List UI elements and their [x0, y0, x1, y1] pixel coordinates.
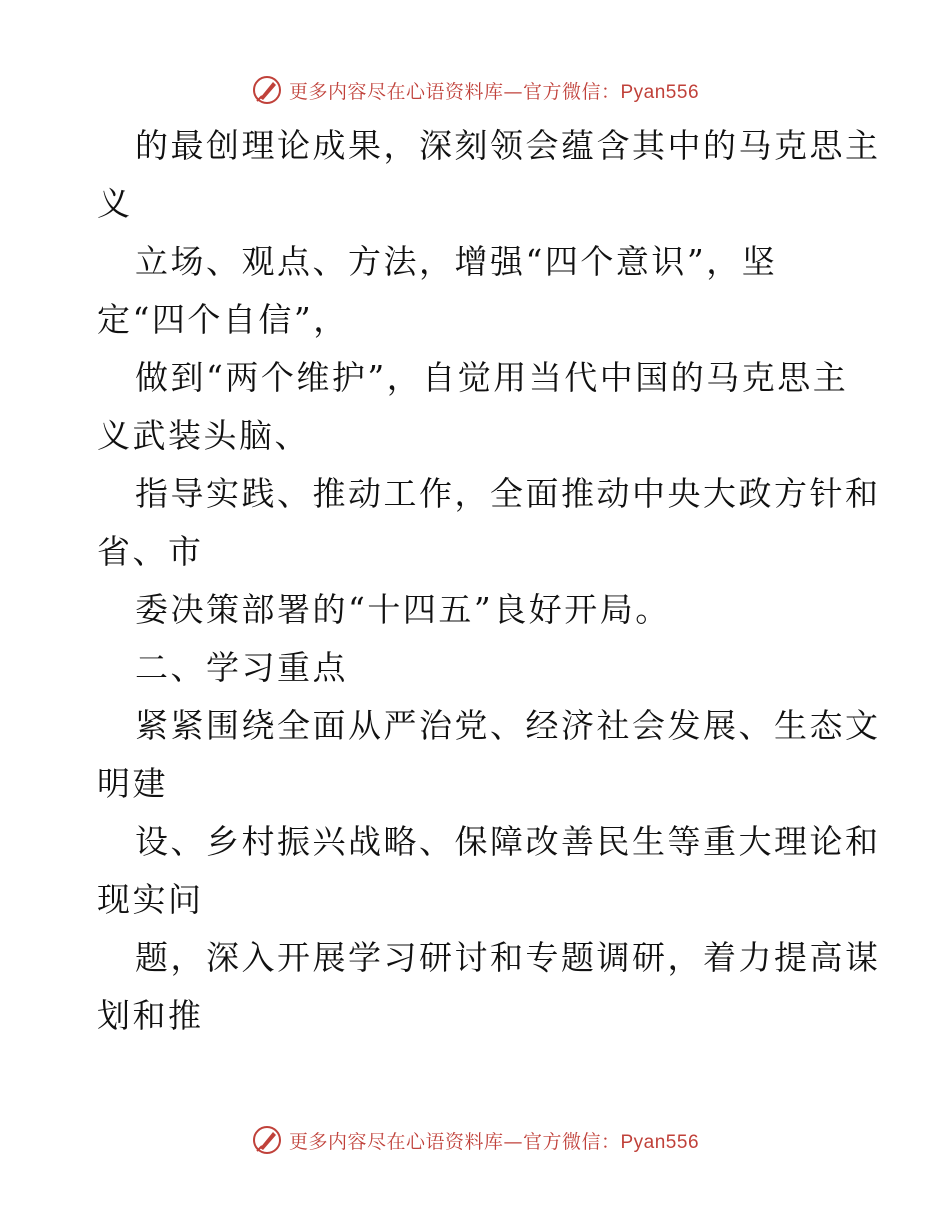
- header-wechat-id: Pyan556: [620, 81, 700, 103]
- header-watermark: [0, 72, 950, 108]
- header-watermark-text: 更多内容尽在心语资料库—官方微信：Pyan556: [288, 80, 700, 103]
- text-line-16: 划和推: [97, 996, 204, 1035]
- text-line-4: 定“四个自信”，: [97, 300, 349, 339]
- quill-logo-icon: [251, 1124, 283, 1156]
- text-line-1: 的最创理论成果，深刻领会蕴含其中的马克思主: [135, 126, 881, 165]
- footer-watermark-text: 更多内容尽在心语资料库—官方微信：Pyan556: [288, 1130, 700, 1153]
- text-line-12: 明建: [97, 764, 168, 803]
- document-body: [97, 117, 881, 1045]
- text-line-3: 立场、观点、方法，增强“四个意识”，坚: [135, 242, 778, 281]
- text-line-5: 做到“两个维护”，自觉用当代中国的马克思主: [135, 358, 849, 397]
- footer-wechat-id: Pyan556: [620, 1131, 700, 1153]
- section-heading: 二、学习重点: [135, 648, 348, 687]
- text-line-2: 义: [97, 184, 133, 223]
- text-line-7: 指导实践、推动工作，全面推动中央大政方针和: [135, 474, 881, 513]
- footer-watermark: [0, 1122, 950, 1158]
- text-line-11: 紧紧围绕全面从严治党、经济社会发展、生态文: [135, 706, 881, 745]
- text-line-8: 省、市: [97, 532, 204, 571]
- text-line-13: 设、乡村振兴战略、保障改善民生等重大理论和: [135, 822, 881, 861]
- text-line-6: 义武装头脑、: [97, 416, 310, 455]
- quill-logo-icon: [251, 74, 283, 106]
- text-line-9: 委决策部署的“十四五”良好开局。: [135, 590, 671, 629]
- text-line-15: 题，深入开展学习研讨和专题调研，着力提高谋: [135, 938, 881, 977]
- text-line-14: 现实问: [97, 880, 204, 919]
